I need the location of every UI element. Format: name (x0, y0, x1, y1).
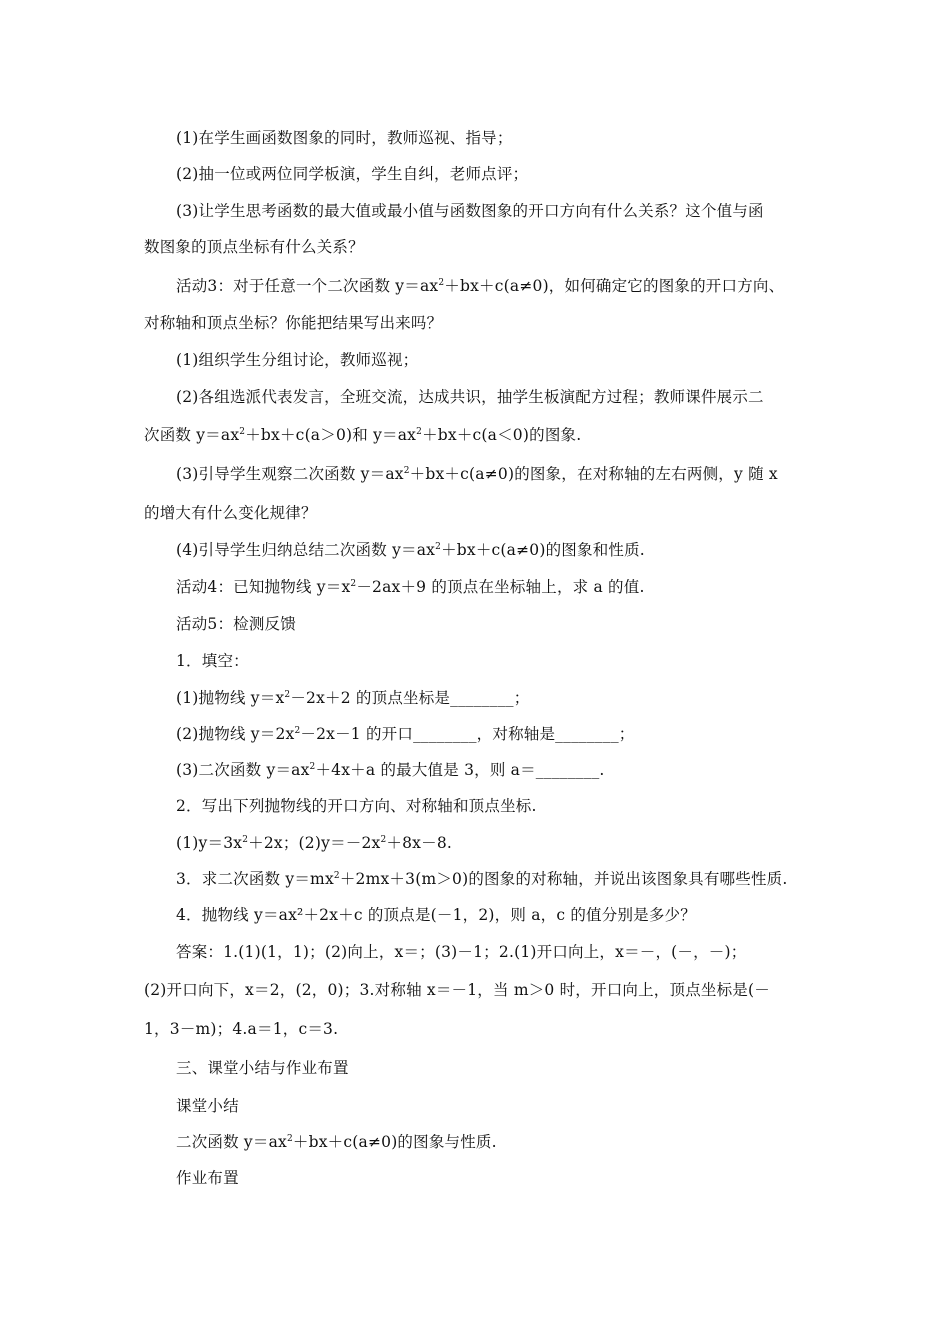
text-run: (3)引导学生观察二次函数 y＝ax (176, 465, 404, 483)
superscript: 2 (438, 278, 445, 288)
section-heading: 三、课堂小结与作业布置 (176, 1059, 349, 1077)
paragraph-line: (1)组织学生分组讨论，教师巡视； (176, 351, 419, 369)
text-run: 二次函数 y＝ax (176, 1133, 287, 1151)
paragraph-line (176, 540, 645, 560)
text-run: (1)抛物线 y＝x (176, 689, 285, 707)
paragraph-line (176, 724, 634, 744)
paragraph-line: 活动5：检测反馈 (176, 615, 296, 633)
paragraph-line (176, 833, 452, 853)
text-run: ＋bx＋c(a＜0)的图象. (422, 426, 582, 444)
paragraph-line: (3)让学生思考函数的最大值或最小值与函数图象的开口方向有什么关系？这个值与函 (176, 202, 764, 220)
paragraph-line: 2．写出下列抛物线的开口方向、对称轴和顶点坐标. (176, 797, 537, 815)
text-run: (4)引导学生归纳总结二次函数 y＝ax (176, 541, 436, 559)
superscript: 2 (294, 726, 301, 736)
paragraph-line: 的增大有什么变化规律？ (144, 504, 317, 522)
text-run: －2x－1 的开口________，对称轴是________； (300, 725, 635, 743)
paragraph-line: 对称轴和顶点坐标？你能把结果写出来吗？ (144, 314, 443, 332)
text-run: (3)二次函数 y＝ax (176, 761, 310, 779)
superscript: 2 (416, 427, 423, 437)
superscript: 2 (242, 835, 249, 845)
paragraph-line (176, 276, 784, 296)
subsection-heading: 课堂小结 (176, 1097, 239, 1115)
superscript: 2 (403, 466, 410, 476)
text-run: ＋8x－8. (386, 834, 453, 852)
paragraph-line (176, 1132, 497, 1152)
text-run: (1)y＝3x (176, 834, 243, 852)
superscript: 2 (333, 871, 340, 881)
text-run: 3．求二次函数 y＝mx (176, 870, 334, 888)
superscript: 2 (239, 427, 246, 437)
paragraph-line: (2)抽一位或两位同学板演，学生自纠，老师点评； (176, 165, 529, 183)
paragraph-line: 1，3－m)；4.a＝1，c＝3. (144, 1020, 339, 1038)
superscript: 2 (286, 1134, 293, 1144)
paragraph-line: (2)各组选派代表发言，全班交流，达成共识，抽学生板演配方过程；教师课件展示二 (176, 388, 764, 406)
text-run: (2)抛物线 y＝2x (176, 725, 295, 743)
paragraph-line: 1．填空： (176, 652, 249, 670)
text-run: 活动3：对于任意一个二次函数 y＝ax (176, 277, 439, 295)
paragraph-line (176, 760, 605, 780)
paragraph-line (176, 869, 787, 889)
text-run: ＋bx＋c(a≠0)的图象和性质. (441, 541, 645, 559)
superscript: 2 (380, 835, 387, 845)
paragraph-line: (1)在学生画函数图象的同时，教师巡视、指导； (176, 129, 513, 147)
paragraph-line (176, 464, 778, 484)
text-run: ＋2x；(2)y＝－2x (248, 834, 381, 852)
text-run: ＋bx＋c(a＞0)和 y＝ax (245, 426, 417, 444)
paragraph-line (176, 577, 645, 597)
superscript: 2 (284, 690, 291, 700)
text-run: ＋4x＋a 的最大值是 3，则 a＝________. (315, 761, 605, 779)
paragraph-line (144, 425, 581, 445)
text-run: 次函数 y＝ax (144, 426, 240, 444)
paragraph-line: 数图象的顶点坐标有什么关系？ (144, 238, 364, 256)
text-run: ＋bx＋c(a≠0)的图象与性质. (292, 1133, 497, 1151)
text-run: －2x＋2 的顶点坐标是________； (290, 689, 530, 707)
superscript: 2 (309, 762, 316, 772)
text-run: ＋bx＋c(a≠0)的图象，在对称轴的左右两侧，y 随 x (409, 465, 778, 483)
superscript: 2 (350, 579, 357, 589)
subsection-heading: 作业布置 (176, 1169, 239, 1187)
text-run: ＋bx＋c(a≠0)，如何确定它的图象的开口方向、 (444, 277, 785, 295)
paragraph-line: 答案：1.(1)(1，1)；(2)向上，x＝；(3)－1；2.(1)开口向上，x＝－，(－，－)； (176, 943, 747, 961)
superscript: 2 (435, 542, 442, 552)
text-run: －2ax＋9 的顶点在坐标轴上，求 a 的值. (356, 578, 645, 596)
paragraph-line: 4．抛物线 y＝ax²＋2x＋c 的顶点是(－1，2)，则 a，c 的值分别是多少？ (176, 906, 696, 924)
paragraph-line (176, 688, 529, 708)
text-run: 活动4：已知抛物线 y＝x (176, 578, 351, 596)
text-run: ＋2mx＋3(m＞0)的图象的对称轴，并说出该图象具有哪些性质. (339, 870, 788, 888)
paragraph-line: (2)开口向下，x＝2，(2，0)；3.对称轴 x＝－1，当 m＞0 时，开口向上，顶点坐标是(－ (144, 981, 770, 999)
